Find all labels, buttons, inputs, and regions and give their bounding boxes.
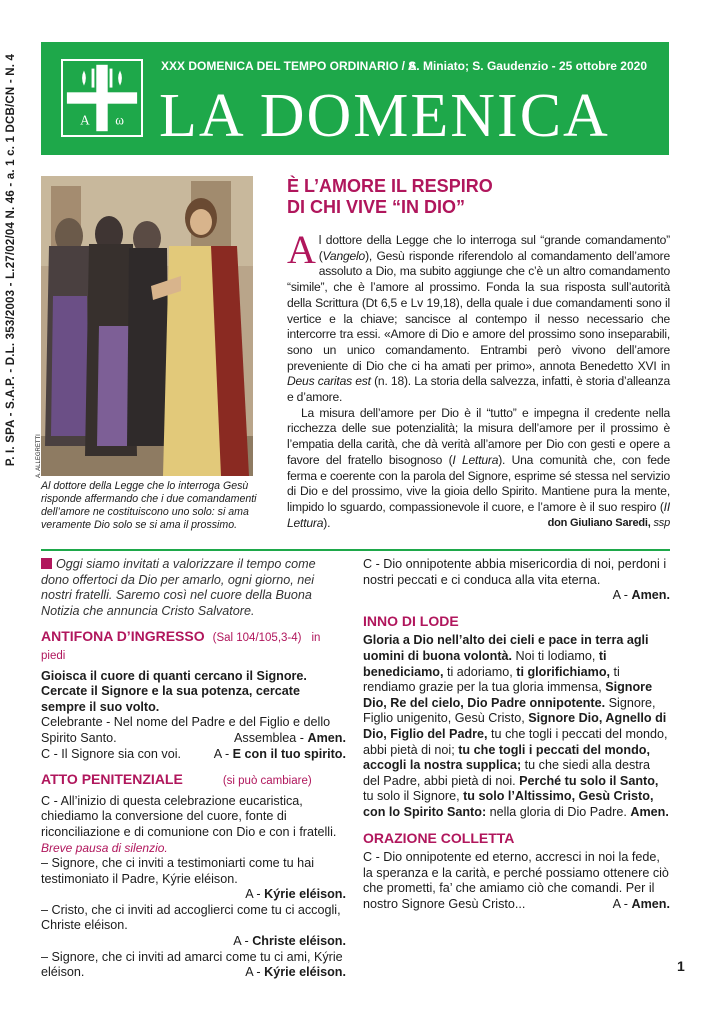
colletta-heading: ORAZIONE COLLETTA — [363, 829, 515, 846]
svg-text:ω: ω — [115, 112, 125, 128]
page-number: 1 — [677, 958, 685, 974]
square-bullet-icon — [41, 558, 52, 569]
invocation-1: – Signore, che ci inviti a testimoniarti come tu hai testimoniato il Padre, Kýrie eléison. — [41, 856, 314, 886]
greeting-response: C - Il Signore sia con voi. A - E con il tuo spirito. — [41, 746, 346, 761]
editorial-article — [287, 227, 670, 531]
liturgy-right-column — [363, 557, 670, 912]
absolution-response: A - Amen. — [612, 588, 670, 603]
newspaper-title: LA DOMENICA — [159, 82, 610, 150]
response-1: A - Kýrie eléison. — [245, 887, 346, 902]
antifona-heading: ANTIFONA D’INGRESSO (Sal 104/105,3-4) in piedi — [41, 628, 321, 662]
invocation-2: – Cristo, che ci inviti ad accoglierci come tu ci accogli, Christe eléison. — [41, 902, 341, 933]
jesus-and-scholars-illustration — [41, 176, 253, 476]
section-divider — [41, 549, 670, 551]
silence-note: Breve pausa di silenzio. — [41, 840, 168, 855]
inno-heading: INNO DI LODE — [363, 612, 459, 629]
absolution-text: C - Dio onnipotente abbia misericordia di noi, perdoni i nostri peccati e ci conduca alla vita eterna. — [363, 557, 667, 587]
svg-text:A: A — [80, 112, 90, 128]
liturgical-day: XXX DOMENICA DEL TEMPO ORDINARIO / A — [161, 59, 417, 73]
postal-info-text: P. I. SPA - S.A.P. - D.L. 353/2003 - L.27/02/04 N. 46 - a. 1 c. 1 DCB/CN - N. 4 — [5, 53, 17, 467]
cross-logo-icon — [61, 59, 143, 137]
headline-line-1: È L’AMORE IL RESPIRO — [287, 176, 493, 196]
photo-credit: A. ALLEGRETTI — [36, 434, 42, 478]
headline-line-2: DI CHI VIVE “IN DIO” — [287, 197, 466, 217]
colletta-text: C - Dio onnipotente ed eterno, accresci in noi la fede, la speranza e la carità, e perché possiamo ottenere ciò che prometti, fa’ che amiamo ciò che comandi. Per il nostro Signore Gesù Cristo... A - Amen. — [363, 850, 670, 911]
gloria-text: Gloria a Dio nell’alto dei cieli e pace in terra agli uomini di buona volontà. Noi ti lodiamo, ti benediciamo, ti adoriamo, ti glorifichiamo, ti rendiamo grazie per la tua gloria immensa, Signore Dio, Re del cielo, Dio Padre onnipotente. Signore, Figlio unigenito, Gesù Cristo, Signore Dio, Agnello di Dio, Figlio del Padre, tu che togli i peccati del mondo, abbi pietà di noi; tu che togli i peccati del mondo, accogli la nostra supplica; tu che siedi alla destra del Padre, abbi pietà di noi. Perché tu solo il Santo, tu solo il Signore, tu solo l’Altissimo, Gesù Cristo, con lo Spirito Santo: nella gloria di Dio Padre. Amen. — [363, 633, 669, 819]
article-author: don Giuliano Saredi, ssp — [547, 516, 670, 529]
article-headline — [287, 176, 493, 218]
postal-sidebar — [3, 40, 19, 480]
masthead — [41, 42, 669, 155]
invocation-3: – Signore, che ci inviti ad amarci come tu ci ami, Kýrie eléison. A - Kýrie eléison. — [41, 949, 346, 980]
atto-intro: C - All’inizio di questa celebrazione eucaristica, chiediamo la conversione del cuore, fonte di riconciliazione e di comunione con Dio e con i fratelli. — [41, 793, 337, 839]
atto-heading: ATTO PENITENZIALE (si può cambiare) — [41, 771, 312, 788]
article-paragraph-1: Al dottore della Legge che lo interroga sul “grande comandamento” (Vangelo), Gesù risponde riferendolo al comandamento dell’amore assoluto a Dio, ma subito aggiunge che c’è un altro comandamento “simile”, che è l’amore al prossimo. Fonda la sua risposta sull’autorità della Scrittura (Dt 6,5 e Lv 19,18), della quale i due comandamenti sono il vertice e la chiave; sancisce al contempo il nesso necessario che intercorre tra essi. «Amore di Dio e amore del prossimo sono inseparabili, sono un unico comandamento. Entrambi però vivono dell’amore preveniente di Dio che ci ha amati per primo», annota Benedetto XVI in Deus caritas est (n. 18). La storia della salvezza, infatti, è storia d’alleanza e d’amore. — [287, 227, 670, 405]
antifona-text: Gioisca il cuore di quanti cercano il Signore. Cercate il Signore e la sua potenza, cercate sempre il suo volto. — [41, 668, 307, 714]
liturgy-left-column — [41, 557, 346, 981]
drop-cap: A — [287, 227, 316, 272]
intro-text: Oggi siamo invitati a valorizzare il tempo come dono offertoci da Dio per amarlo, ogni giorno, nei nostri fratelli. Saremo così nel cuore della Buona Notizia che annuncia Cristo Salvatore. — [41, 557, 316, 618]
image-caption: Al dottore della Legge che lo interroga Gesù risponde affermando che i due comandamenti dell’amore ne costituiscono uno solo: si ama veramente Dio solo se si ama il prossimo. — [41, 480, 257, 531]
article-paragraph-2: La misura dell’amore per Dio è il “tutto” e impegna il credente nella ricchezza delle sue potenzialità; la misura dell’amore per il prossimo è l’empatia della carità, che dà verità all’amore per Dio con gesti e opere a favore del fratello bisognoso (I Lettura). Una comunità che, con fede ferma e coerente con la parola del Signore, esprime sé stessa nel servizio di Dio e del prossimo, vive la gioia dello Spirito. Mantiene pura la mente, limpido lo sguardo, compassionevole il cuore, e l’amore è il suo respiro (II Lettura). don Giuliano Saredi, ssp — [287, 405, 670, 530]
response-2: A - Christe eléison. — [233, 934, 346, 949]
celebrant-greeting: Celebrante - Nel nome del Padre e del Figlio e dello Spirito Santo. Assemblea - Amen. — [41, 715, 346, 745]
issue-date: S. Miniato; S. Gaudenzio - 25 ottobre 2020 — [408, 59, 647, 73]
